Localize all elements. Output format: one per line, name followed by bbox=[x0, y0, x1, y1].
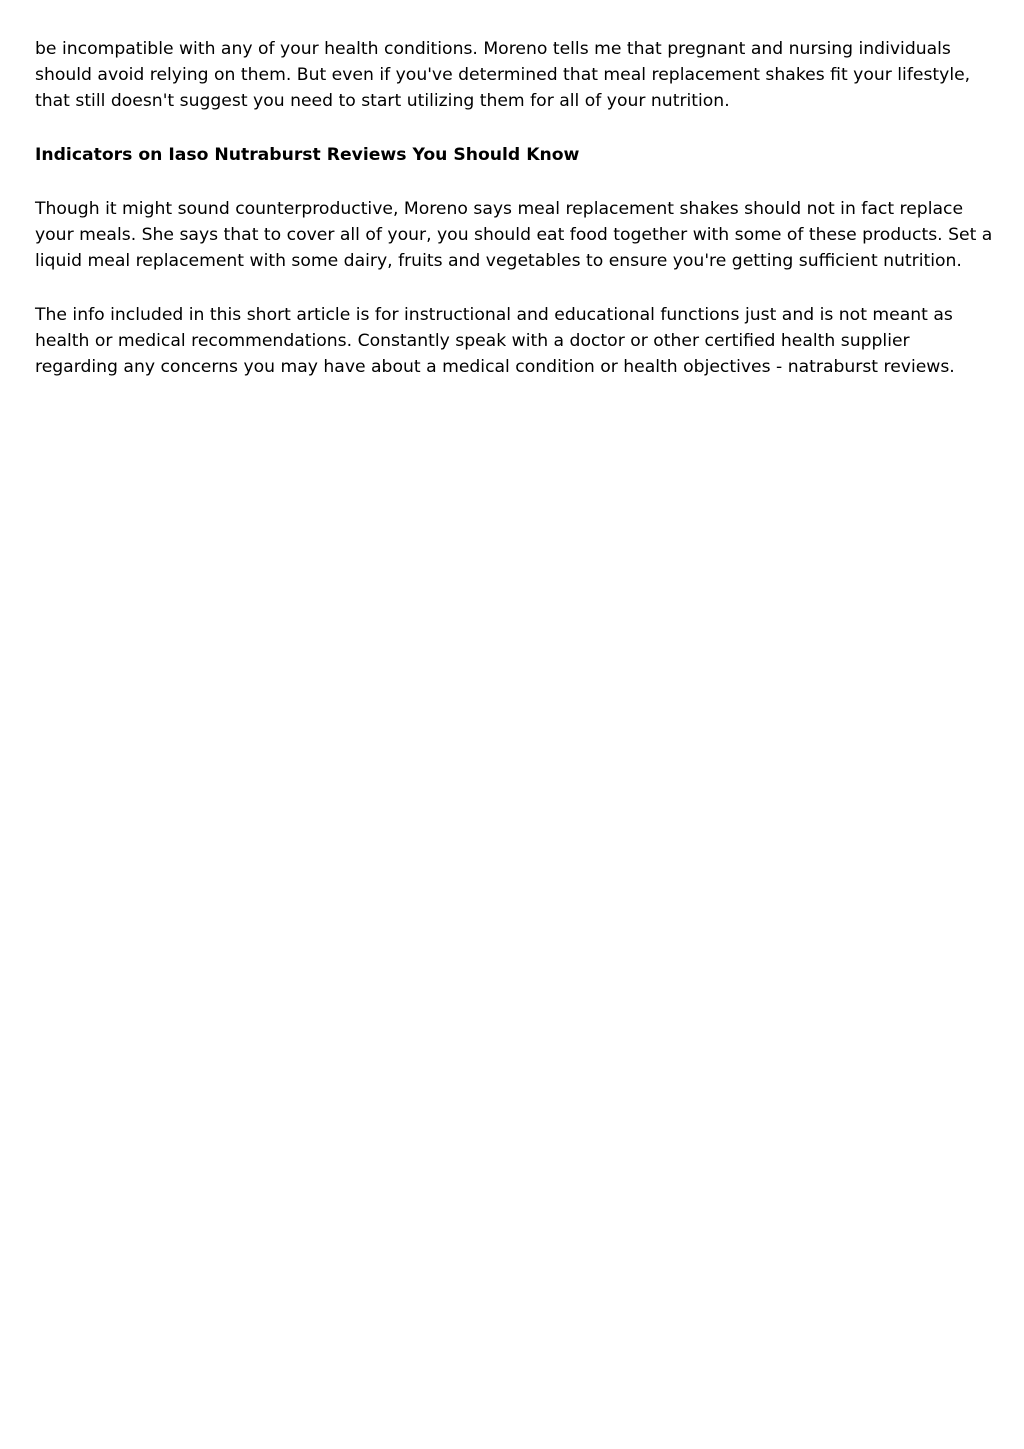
body-paragraph: The info included in this short article is for instructional and educational functions just and is not meant as health or medical recommendations. Constantly speak with a doctor or other certified health supplier regarding any concerns you may have about a medical condition or health objectives - natraburst reviews. bbox=[35, 305, 955, 377]
body-paragraph: Though it might sound counterproductive, Moreno says meal replacement shakes should not in fact replace your meals. She says that to cover all of your, you should eat food together with some of these products. Set a liquid meal replacement with some dairy, fruits and vegetables to ensure you're getting sufficient nutrition. bbox=[35, 199, 993, 271]
section-heading: Indicators on Iaso Nutraburst Reviews You Should Know bbox=[35, 145, 580, 165]
document-page bbox=[35, 36, 995, 408]
body-paragraph: be incompatible with any of your health conditions. Moreno tells me that pregnant and nursing individuals should avoid relying on them. But even if you've determined that meal replacement shakes fit your lifestyle, that still doesn't suggest you need to start utilizing them for all of your nutrition. bbox=[35, 39, 971, 111]
